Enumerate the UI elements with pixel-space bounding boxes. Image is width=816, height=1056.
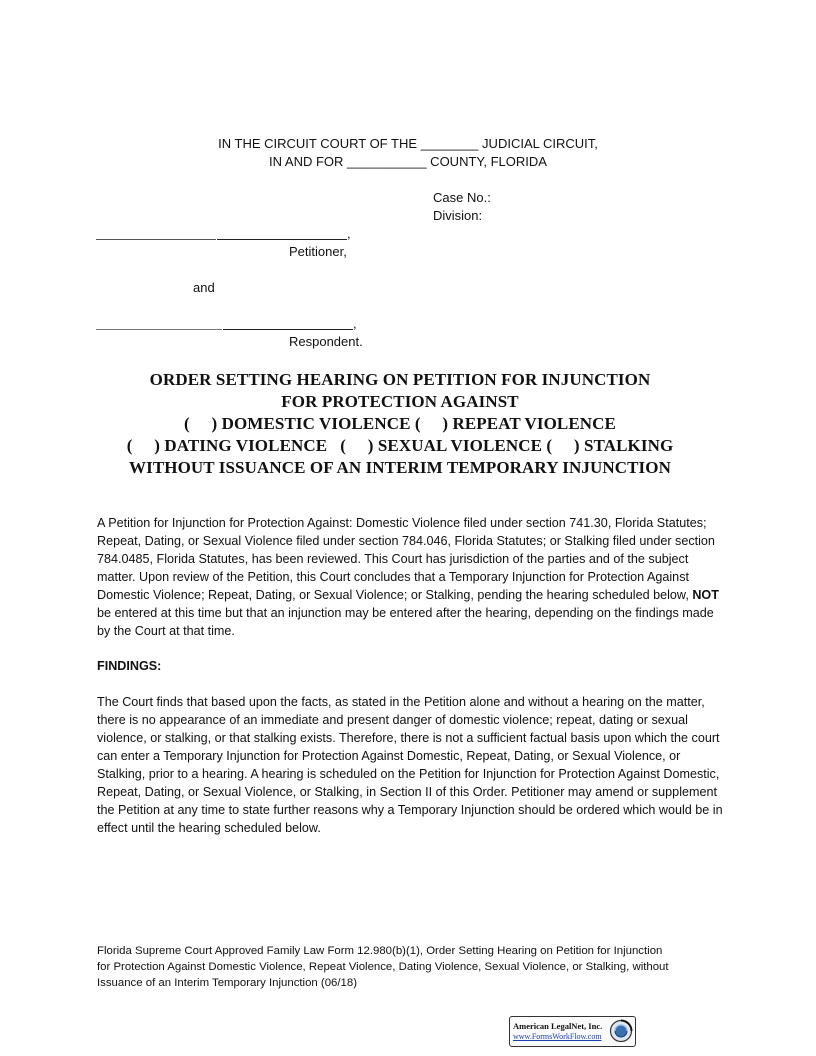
logo-url-link[interactable]: www.FormsWorkFlow.com xyxy=(513,1032,602,1041)
form-footer-line-3: Issuance of an Interim Temporary Injunction (06/18) xyxy=(97,977,358,989)
petitioner-comma: , xyxy=(347,226,351,241)
review-paragraph-not: NOT xyxy=(692,588,719,602)
american-legalnet-logo[interactable] xyxy=(509,1016,636,1047)
review-paragraph-text-b: be entered at this time but that an injunction may be entered after the hearing, depending on the findings made by the Court at that time. xyxy=(97,606,714,638)
petitioner-name-line-a xyxy=(96,239,216,240)
logo-company-name: American LegalNet, Inc. xyxy=(513,1021,603,1031)
review-paragraph xyxy=(97,514,727,640)
and-label: and xyxy=(193,280,215,295)
findings-heading: FINDINGS: xyxy=(97,659,162,673)
form-footer-line-1: Florida Supreme Court Approved Family Law Form 12.980(b)(1), Order Setting Hearing on Petition for Injunction xyxy=(97,945,663,957)
order-title-line-4: ( ) DATING VIOLENCE ( ) SEXUAL VIOLENCE ( ) STALKING xyxy=(126,436,674,455)
form-footer-line-2: for Protection Against Domestic Violence, Repeat Violence, Dating Violence, Sexual Violence, or Stalking, without xyxy=(97,961,669,973)
respondent-name-line-b xyxy=(223,329,353,330)
respondent-comma: , xyxy=(353,316,357,331)
petitioner-name-line-b xyxy=(217,239,347,240)
petitioner-label: Petitioner, xyxy=(289,244,347,259)
order-title-line-1: ORDER SETTING HEARING ON PETITION FOR INJUNCTION xyxy=(149,370,651,389)
globe-logo-icon xyxy=(609,1019,633,1043)
division-label: Division: xyxy=(433,208,483,223)
respondent-label: Respondent. xyxy=(289,334,363,349)
case-number-label: Case No.: xyxy=(433,190,491,205)
respondent-name-line-a xyxy=(96,329,222,330)
court-heading-line-1: IN THE CIRCUIT COURT OF THE ________ JUDICIAL CIRCUIT, xyxy=(218,136,598,151)
findings-paragraph: The Court finds that based upon the facts, as stated in the Petition alone and without a hearing on the matter, there is no appearance of an immediate and present danger of domestic violence; repeat, dating or sexual violence, or stalking, or that stalking exists. Therefore, there is not a sufficient factual basis upon which the court can enter a Temporary Injunction for Protection Against Domestic, Repeat, Dating, or Sexual Violence, or Stalking, prior to a hearing. A hearing is scheduled on the Petition for Injunction for Protection Against Domestic, Repeat, Dating, or Sexual Violence, or Stalking, in Section II of this Order. Petitioner may amend or supplement the Petition at any time to state further reasons why a Temporary Injunction should be ordered which would be in effect until the hearing scheduled below. xyxy=(97,695,723,835)
order-title-line-5: WITHOUT ISSUANCE OF AN INTERIM TEMPORARY INJUNCTION xyxy=(129,458,671,477)
review-paragraph-text-a: A Petition for Injunction for Protection Against: Domestic Violence filed under section 741.30, Florida Statutes; Repeat, Dating, or Sexual Violence filed under section 784.046, Florida Statutes; or Stalking filed under section 784.0485, Florida Statutes, has been reviewed. This Court has jurisdiction of the parties and of the subject matter. Upon review of the Petition, this Court concludes that a Temporary Injunction for Protection Against Domestic Violence; Repeat, Dating, or Sexual Violence; or Stalking, pending the hearing scheduled below, xyxy=(97,516,715,602)
court-heading-line-2: IN AND FOR ___________ COUNTY, FLORIDA xyxy=(269,154,547,169)
order-title-line-3: ( ) DOMESTIC VIOLENCE ( ) REPEAT VIOLENCE xyxy=(183,414,616,433)
order-title-line-2: FOR PROTECTION AGAINST xyxy=(281,392,519,411)
